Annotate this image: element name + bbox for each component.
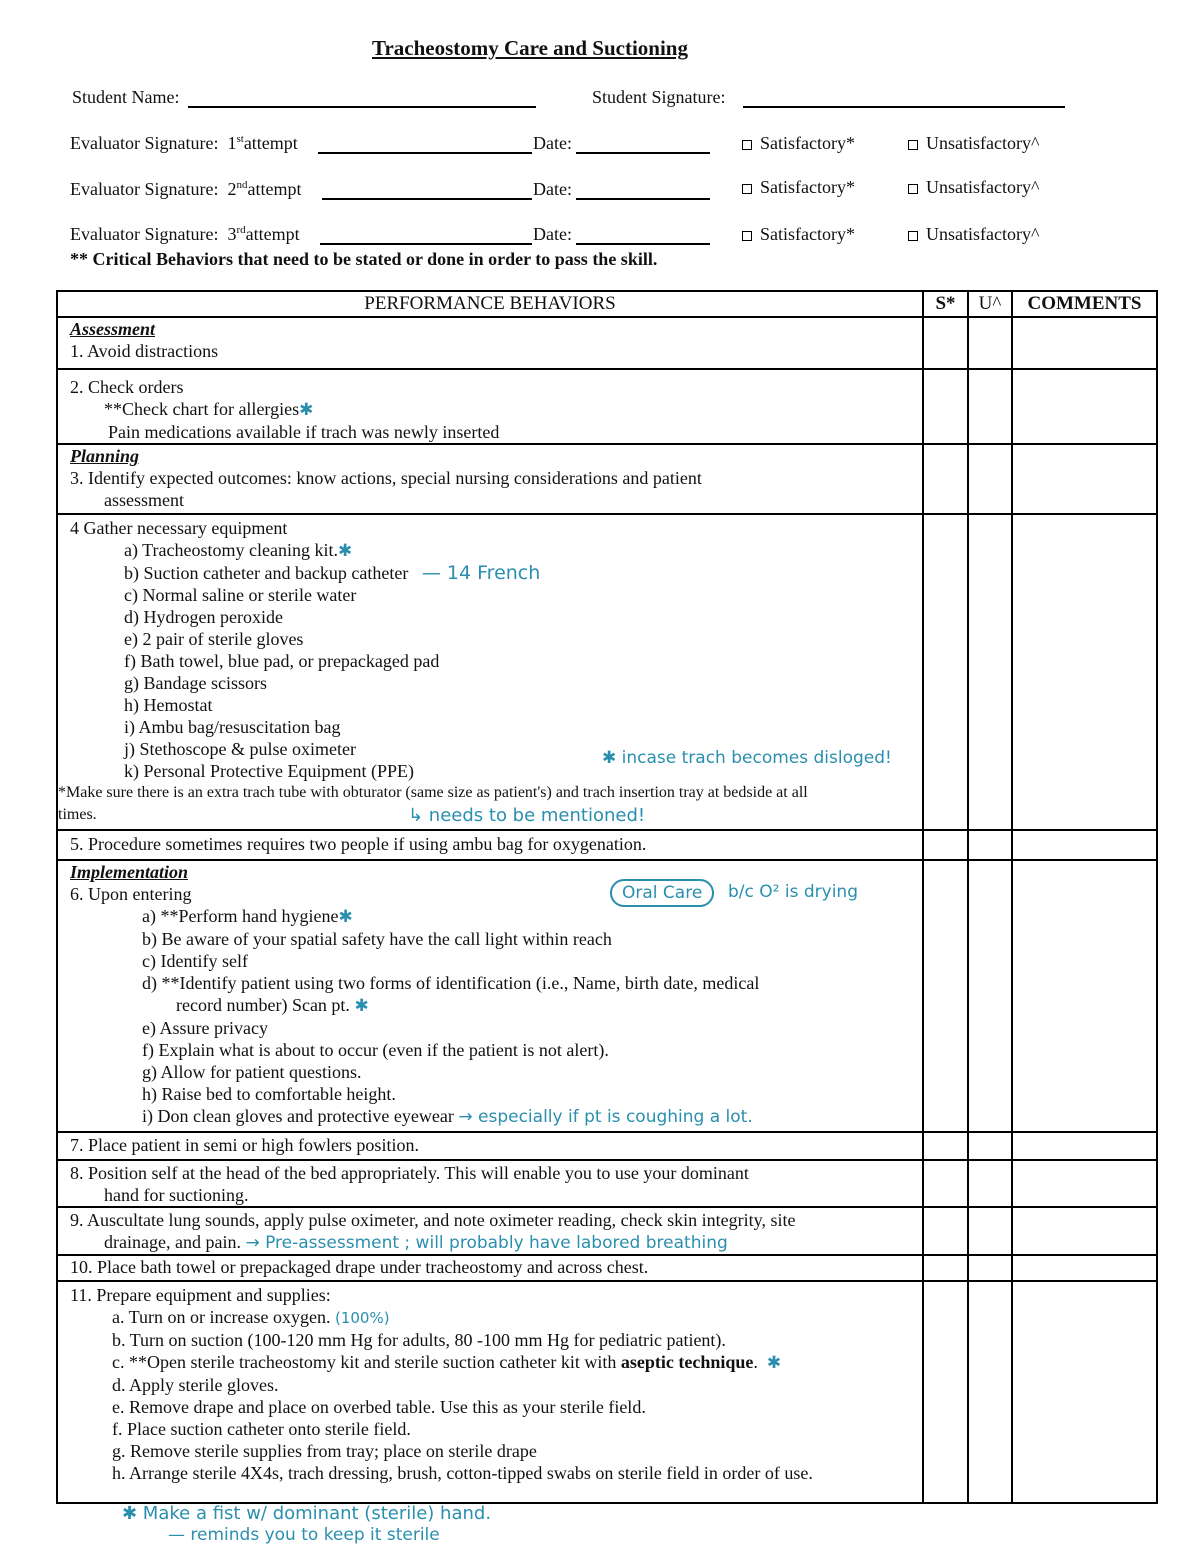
s-cell[interactable] [923, 1160, 968, 1207]
checkbox-icon [742, 231, 752, 241]
u-cell[interactable] [968, 444, 1012, 514]
u-cell[interactable] [968, 1132, 1012, 1160]
checkbox-icon [908, 140, 918, 150]
comment-cell[interactable] [1012, 1207, 1157, 1255]
handwritten-mentioned: ↳ needs to be mentioned! [408, 805, 646, 826]
col-u: U^ [968, 291, 1012, 317]
s-cell[interactable] [923, 860, 968, 1132]
star-icon: ✱ [337, 541, 353, 561]
star-icon: ✱ [766, 1353, 782, 1373]
table-row: Planning 3. Identify expected outcomes: know actions, special nursing considerations and patient assessment [57, 444, 1157, 514]
critical-note: ** Critical Behaviors that need to be stated or done in order to pass the skill. [70, 249, 658, 269]
s-cell[interactable] [923, 1281, 968, 1503]
student-signature-line[interactable] [743, 106, 1065, 108]
table-row: 5. Procedure sometimes requires two people if using ambu bag for oxygenation. [57, 830, 1157, 860]
s-cell[interactable] [923, 444, 968, 514]
star-icon: ✱ [299, 400, 314, 420]
table-header-row [57, 291, 1157, 317]
checkbox-icon [908, 184, 918, 194]
col-comments: COMMENTS [1012, 291, 1157, 317]
u-cell[interactable] [968, 1281, 1012, 1503]
comment-cell[interactable] [1012, 830, 1157, 860]
handwritten-french: — 14 French [421, 562, 541, 584]
handwritten-oral-care: Oral Care [610, 879, 714, 907]
comment-cell[interactable] [1012, 444, 1157, 514]
evaluator-row-3: Evaluator Signature: 3rdattempt [70, 224, 300, 244]
evaluator-row-1: Evaluator Signature: 1stattempt [70, 133, 298, 153]
u-cell[interactable] [968, 860, 1012, 1132]
checkbox-icon [908, 231, 918, 241]
table-row: Implementation 6. Upon entering a) **Perform hand hygiene✱ b) Be aware of your spatial safety have the call light within reach c) Identify self d) **Identify patient using two forms of identification (i.e., Name, birth date, medical record number) Scan pt. ✱ e) Assure privacy f) Explain what is about to occur (even if the patient is not alert). g) Allow for patient questions. h) Raise bed to comfortable height. i) Don clean gloves and protective eyewear → especially if pt is coughing a lot. Oral Care b/c O² is drying [57, 860, 1157, 1132]
handwritten-coughing: → especially if pt is coughing a lot. [458, 1107, 753, 1127]
comment-cell[interactable] [1012, 514, 1157, 830]
comment-cell[interactable] [1012, 369, 1157, 444]
u-cell[interactable] [968, 1255, 1012, 1281]
s-cell[interactable] [923, 1255, 968, 1281]
s-cell[interactable] [923, 514, 968, 830]
u-cell[interactable] [968, 369, 1012, 444]
handwritten-pre-assessment: → Pre-assessment ; will probably have labored breathing [245, 1233, 728, 1253]
unsatisfactory-2[interactable]: Unsatisfactory^ [908, 177, 1039, 198]
table-row: 7. Place patient in semi or high fowlers position. [57, 1132, 1157, 1160]
student-name-label: Student Name: [72, 87, 180, 107]
u-cell[interactable] [968, 514, 1012, 830]
s-cell[interactable] [923, 1207, 968, 1255]
handwritten-oxygen: (100%) [334, 1309, 390, 1327]
checkbox-icon [742, 184, 752, 194]
date-3-line[interactable] [576, 243, 710, 245]
col-s: S* [923, 291, 968, 317]
s-cell[interactable] [923, 1132, 968, 1160]
u-cell[interactable] [968, 317, 1012, 369]
s-cell[interactable] [923, 369, 968, 444]
star-icon: ✱ [338, 907, 353, 927]
satisfactory-1[interactable]: Satisfactory* [742, 133, 855, 154]
table-row: 2. Check orders **Check chart for allergies✱ Pain medications available if trach was newly inserted [57, 369, 1157, 444]
satisfactory-3[interactable]: Satisfactory* [742, 224, 855, 245]
date-label-2: Date: [533, 179, 572, 199]
table-row: 8. Position self at the head of the bed appropriately. This will enable you to use your dominant hand for suctioning. [57, 1160, 1157, 1207]
table-row: 10. Place bath towel or prepackaged drape under tracheostomy and across chest. [57, 1255, 1157, 1281]
date-2-line[interactable] [576, 198, 710, 200]
satisfactory-2[interactable]: Satisfactory* [742, 177, 855, 198]
comment-cell[interactable] [1012, 1281, 1157, 1503]
table-row: Assessment 1. Avoid distractions [57, 317, 1157, 369]
col-behaviors: PERFORMANCE BEHAVIORS [57, 291, 923, 317]
performance-table [56, 290, 1158, 1504]
u-cell[interactable] [968, 1160, 1012, 1207]
handwritten-drying: b/c O² is drying [728, 882, 858, 902]
unsatisfactory-1[interactable]: Unsatisfactory^ [908, 133, 1039, 154]
checkbox-icon [742, 140, 752, 150]
section-assessment: Assessment [70, 319, 156, 339]
table-row: 4 Gather necessary equipment a) Tracheostomy cleaning kit.✱ b) Suction catheter and backup catheter — 14 French c) Normal saline or sterile water d) Hydrogen peroxide e) 2 pair of sterile gloves f) Bath towel, blue pad, or prepackaged pad g) Bandage scissors h) Hemostat i) Ambu bag/resuscitation bag j) Stethoscope & pulse oximeter k) Personal Protective Equipment (PPE) *Make sure there is an extra trach tube with obturator (same size as patient's) and trach insertion tray at bedside at all times. ✱ incase trach becomes disloged! ↳ needs to be mentioned! [57, 514, 1157, 830]
handwritten-fist: ✱ Make a fist w/ dominant (sterile) hand. [122, 1503, 492, 1524]
evaluator-3-line[interactable] [320, 243, 532, 245]
date-label-1: Date: [533, 133, 572, 153]
evaluator-2-line[interactable] [322, 198, 532, 200]
comment-cell[interactable] [1012, 860, 1157, 1132]
handwritten-reminds: — reminds you to keep it sterile [168, 1525, 440, 1545]
s-cell[interactable] [923, 830, 968, 860]
page-title: Tracheostomy Care and Suctioning [372, 36, 688, 60]
star-icon: ✱ [354, 996, 369, 1016]
u-cell[interactable] [968, 830, 1012, 860]
comment-cell[interactable] [1012, 1160, 1157, 1207]
table-row: 9. Auscultate lung sounds, apply pulse oximeter, and note oximeter reading, check skin integrity, site drainage, and pain. → Pre-assessment ; will probably have labored breathing [57, 1207, 1157, 1255]
comment-cell[interactable] [1012, 1255, 1157, 1281]
comment-cell[interactable] [1012, 1132, 1157, 1160]
section-implementation: Implementation [70, 862, 189, 882]
table-row: 11. Prepare equipment and supplies: a. Turn on or increase oxygen. (100%) b. Turn on suction (100-120 mm Hg for adults, 80 -100 mm Hg for pediatric patient). c. **Open sterile tracheostomy kit and sterile suction catheter kit with aseptic technique. ✱ d. Apply sterile gloves. e. Remove drape and place on overbed table. Use this as your sterile field. f. Place suction catheter onto sterile field. g. Remove sterile supplies from tray; place on sterile drape h. Arrange sterile 4X4s, trach dressing, brush, cotton-tipped swabs on sterile field in order of use. [57, 1281, 1157, 1503]
date-label-3: Date: [533, 224, 572, 244]
section-planning: Planning [70, 446, 140, 466]
comment-cell[interactable] [1012, 317, 1157, 369]
unsatisfactory-3[interactable]: Unsatisfactory^ [908, 224, 1039, 245]
s-cell[interactable] [923, 317, 968, 369]
student-signature-label: Student Signature: [592, 87, 726, 107]
evaluator-1-line[interactable] [318, 152, 532, 154]
evaluator-row-2: Evaluator Signature: 2ndattempt [70, 179, 302, 199]
u-cell[interactable] [968, 1207, 1012, 1255]
date-1-line[interactable] [576, 152, 710, 154]
student-name-line[interactable] [188, 106, 536, 108]
handwritten-dislodged: ✱ incase trach becomes disloged! [602, 748, 892, 768]
